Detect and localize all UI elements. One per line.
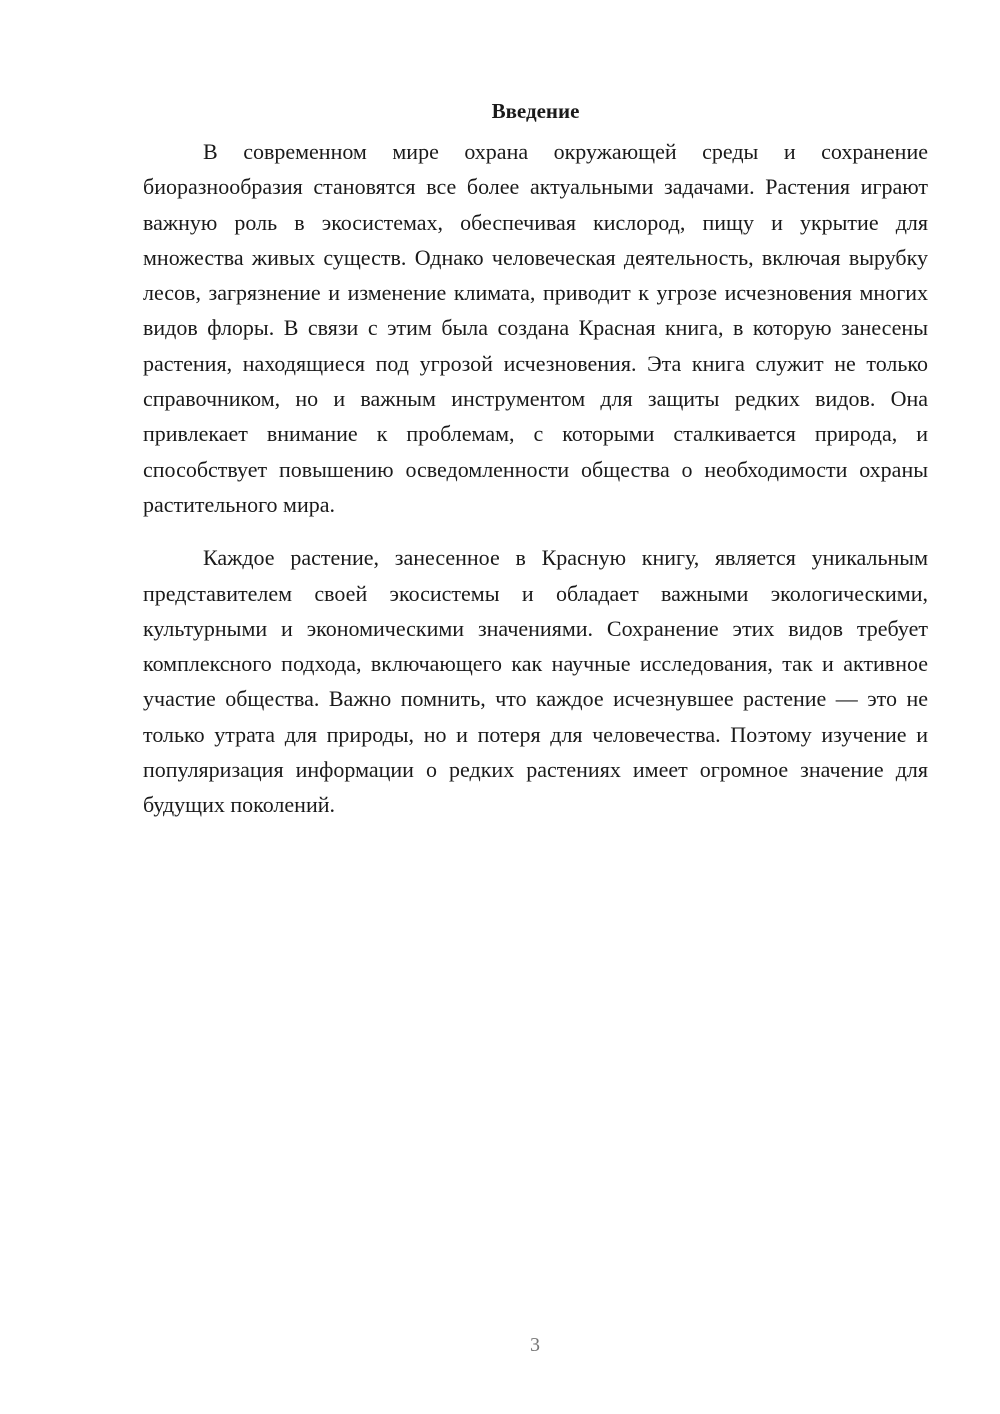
section-heading: Введение bbox=[491, 99, 580, 123]
page-content bbox=[143, 96, 928, 823]
page-number: 3 bbox=[530, 1334, 540, 1356]
paragraph-1: В современном мире охрана окружающей среды и сохранение биоразнообразия становятся все более актуальными задачами. Растения играют важную роль в экосистемах, обеспечивая кислород, пищу и укрытие для множества живых существ. Однако человеческая деятельность, включая вырубку лесов, загрязнение и изменение климата, приводит к угрозе исчезновения многих видов флоры. В связи с этим была создана Красная книга, в которую занесены растения, находящиеся под угрозой исчезновения. Эта книга служит не только справочником, но и важным инструментом для защиты редких видов. Она привлекает внимание к проблемам, с которыми сталкивается природа, и способствует повышению осведомленности общества о необходимости охраны растительного мира. bbox=[143, 139, 928, 517]
paragraph-2: Каждое растение, занесенное в Красную книгу, является уникальным представителем своей экосистемы и обладает важными экологическими, культурными и экономическими значениями. Сохранение этих видов требует комплексного подхода, включающего как научные исследования, так и активное участие общества. Важно помнить, что каждое исчезнувшее растение — это не только утрата для природы, но и потеря для человечества. Поэтому изучение и популяризация информации о редких растениях имеет огромное значение для будущих поколений. bbox=[143, 545, 928, 818]
